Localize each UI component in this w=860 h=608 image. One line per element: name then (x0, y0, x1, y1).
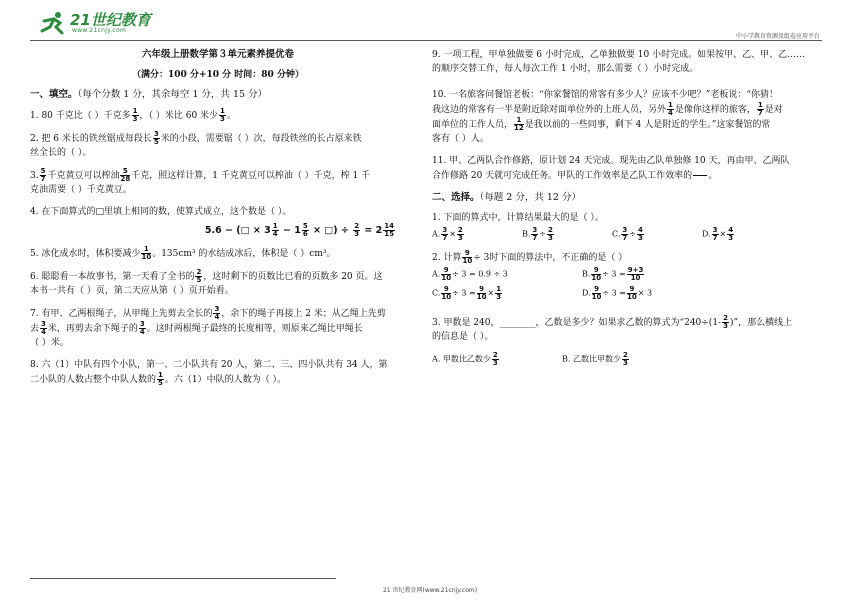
option-a: A. $\frac{9}{10}$ ÷ 3 = 0.9 ÷ 3 (432, 266, 508, 282)
logo-text: 21世纪教育 (70, 11, 151, 29)
fraction: $\frac{1}{3}$ (132, 107, 138, 123)
fraction: $\frac{5}{7}$ (40, 167, 46, 183)
question-8: 8. 六（1）中队有四个小队，第一、二小队共有 20 人，第二、三、四小队共有 34 人，第 二小队的人数占整个中队人数的 $\frac{1}{5}$ 。六（1）中队的人数为（ ）。 (30, 360, 388, 387)
fraction: $\frac{1}{7}$ (757, 101, 763, 117)
question-10: 10. 一名旅客问餐馆老板：“你家餐馆的常客有多少人？应该不少吧？”老板说：“你猜！ 我这边的常客有一半是附近除对面单位外的上班人员，另外 $\frac{1}{4}$ 是像你这样的旅客， $\frac{1}{7}$ 是对 面单位的工作人员， $\frac{1}{12}$ 是我以前的一些同事，剩下 4 人是附近的学生。”这家餐馆的常 客有（ ）人。 (432, 90, 783, 144)
right-column (432, 48, 824, 371)
question-6: 6. 聪聪看一本故事书，第一天看了全书的 $\frac{2}{5}$ ，这时剩下的页数比已看的页数多 20 页。这 本书一共有（ ）页，第二天应从第（ ）页开始看。 (30, 268, 383, 296)
option-d: D. $\frac{3}{7}$ × $\frac{4}{3}$ (702, 226, 734, 242)
fraction: $\frac{2}{5}$ (196, 268, 202, 284)
question-4: 4. 在下面算式的□里填上相同的数，使算式成立，这个数是（ ）。 (30, 207, 292, 217)
header-divider (30, 40, 822, 41)
section-label: 二、选择。 (432, 192, 480, 203)
question-4-formula: 5.6 − (□ × 3 $\frac{1}{4}$ − 1 $\frac{5}{6}$ × □) ÷ $\frac{2}{3}$ = 2 $\frac{14}{15}$ (204, 222, 394, 238)
choice-2-options-ab (432, 267, 824, 282)
question-9: 9. 一项工程，甲单独做要 6 小时完成，乙单独做要 10 小时完成。如果按甲、乙、甲、乙…… 的顺序交替工作，每人每次工作 1 小时，那么需要（ ）小时完成。 (432, 50, 806, 74)
fraction: $\frac{3}{4}$ (41, 320, 46, 336)
answer-fraction-blank (693, 168, 707, 183)
question-1: 1. 80 千克比（ ）千克多 $\frac{1}{3}$ ，（ ）米比 60 米少 $\frac{1}{3}$ 。 (30, 107, 236, 123)
logo (38, 9, 151, 39)
question-11: 11. 甲、乙两队合作修路，原计划 24 天完成。现先由乙队单独修 10 天，再由甲、乙两队 合作修路 20 天就可完成任务。甲队的工作效率是乙队工作效率的 。 (432, 156, 790, 181)
footer-divider (30, 578, 336, 579)
option-b: B. 乙数比甲数少 $\frac{2}{3}$ (562, 351, 628, 367)
choice-1: 1. 下面的算式中，计算结果最大的是（ ）。 (432, 213, 604, 223)
question-2: 2. 把 6 米长的铁丝锯成每段长 $\frac{3}{5}$ 米的小段，需要锯（ ）次，每段铁丝的长占原来铁 丝全长的（ ）。 (30, 130, 362, 158)
logo-url: www.21cnjy.com (72, 27, 127, 34)
choice-2: 2. 计算 $\frac{9}{10}$ ÷ 3时下面的算法中，不正确的是（ ） (432, 249, 628, 265)
fraction: $\frac{1}{10}$ (141, 245, 152, 261)
option-a: A. 甲数比乙数少 $\frac{2}{3}$ (432, 351, 498, 367)
choice-3-options (432, 352, 824, 367)
question-5: 5. 冰化成水时，体积要减少 $\frac{1}{10}$ 。135cm³ 的水结成冰后，体积是（ ）cm³。 (30, 245, 336, 261)
choice-1-options (432, 227, 824, 242)
option-c: C. $\frac{3}{7}$ ÷ $\frac{4}{3}$ (612, 226, 643, 242)
section-note: （每题 2 分，共 12 分） (479, 192, 581, 203)
platform-name: 中小学教育资源及组卷应用平台 (735, 33, 820, 40)
fraction: $\frac{1}{12}$ (514, 116, 524, 132)
question-7: 7. 有甲、乙两根绳子，从甲绳上先剪去全长的 $\frac{3}{4}$ ，余下的绳子再接上 2 米；从乙绳上先剪 去 $\frac{3}{4}$ 米，再剪去余下绳子的 $\frac{3}{4}$ 。这时两根绳子最终的长度相等，则原来乙绳比甲绳长 （ ）米。 (30, 305, 386, 348)
fraction: $\frac{1}{3}$ (220, 107, 225, 123)
section-choice (432, 191, 824, 205)
left-column (30, 48, 406, 395)
fraction: $\frac{1}{4}$ (668, 101, 673, 117)
fraction: $\frac{3}{4}$ (139, 320, 145, 336)
fraction: $\frac{3}{5}$ (153, 130, 159, 146)
option-b: B. $\frac{9}{10}$ ÷ 3 = $\frac{9+3}{10}$ (582, 266, 644, 282)
choice-2-options-cd (432, 286, 824, 301)
section-note: （每个分数 1 分，其余每空 1 分，共 15 分） (77, 89, 268, 100)
fraction: $\frac{1}{5}$ (158, 371, 163, 387)
option-c: C. $\frac{9}{10}$ ÷ 3 = $\frac{9}{10}$ × $\frac{1}{3}$ (432, 285, 502, 301)
page-title: 六年级上册数学第３单元素养提优卷 (141, 49, 294, 60)
option-b: B. $\frac{3}{7}$ ÷ $\frac{2}{3}$ (522, 226, 553, 242)
footer-text: 21 世纪教育网(www.21cnjy.com) (382, 587, 478, 594)
option-d: D. $\frac{9}{10}$ ÷ 3 = $\frac{9}{10}$ × 3 (582, 285, 653, 301)
fraction: $\frac{5}{28}$ (120, 167, 131, 183)
fraction: $\frac{3}{4}$ (214, 305, 220, 321)
runner-logo-icon (38, 11, 68, 35)
option-a: A. $\frac{3}{7}$ × $\frac{2}{3}$ (432, 226, 463, 242)
section-fill-blank (30, 88, 406, 102)
choice-3: 3. 甲数是 240，________，乙数是多少？如果求乙数的算式为“240÷(1- $\frac{2}{3}$ )”，那么横线上 的信息是（ ）。 (432, 314, 793, 342)
section-label: 一、填空。 (30, 89, 78, 100)
page-subtitle: （满分：100 分+10 分 时间：80 分钟） (132, 70, 304, 80)
question-3: 3. $\frac{5}{7}$ 千克黄豆可以榨油 $\frac{5}{28}$ 千克，照这样计算，1 千克黄豆可以榨油（ ）千克，榨 1 千 克油需要（ ）千克黄豆。 (30, 167, 371, 195)
